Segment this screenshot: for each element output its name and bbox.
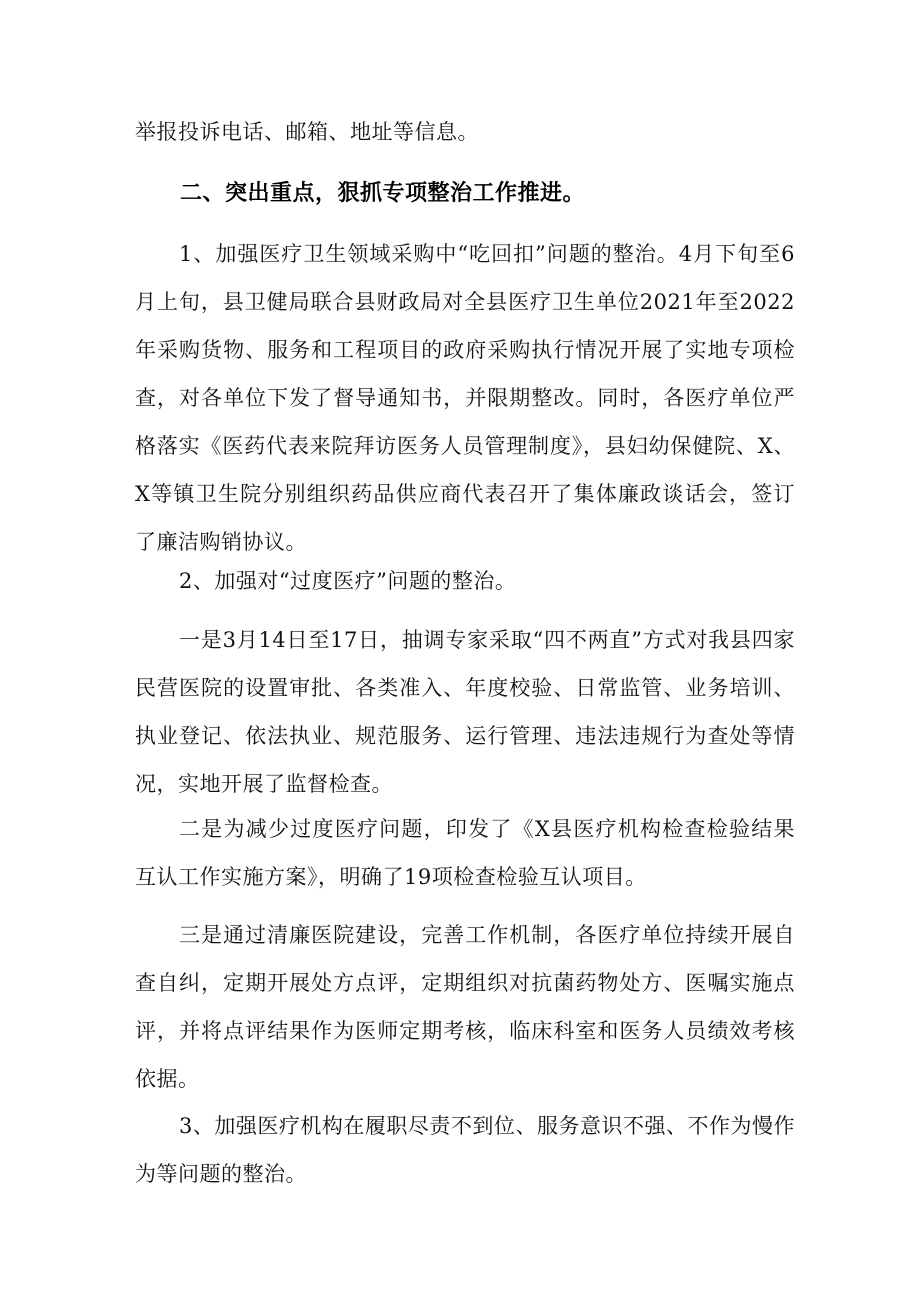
paragraph-item-3: 3、加强医疗机构在履职尽责不到位、服务意识不强、不作为慢作为等问题的整治。 — [135, 1114, 795, 1186]
paragraph-item-1: 1、加强医疗卫生领域采购中“吃回扣”问题的整治。4月下旬至6月上旬，县卫健局联合县财政局对全县医疗卫生单位2021年至2022年采购货物、服务和工程项目的政府采购执行情况开展了实地专项检查，对各单位下发了督导通知书，并限期整改。同时，各医疗单位严格落实《医药代表来院拜访医务人员管理制度》，县妇幼保健院、X、X等镇卫生院分别组织药品供应商代表召开了集体廉政谈话会，签订了廉洁购销协议。 — [135, 242, 795, 554]
paragraph-point-3: 三是通过清廉医院建设，完善工作机制，各医疗单位持续开展自查自纠，定期开展处方点评，定期组织对抗菌药物处方、医嘱实施点评，并将点评结果作为医师定期考核，临床科室和医务人员绩效考核依据。 — [135, 923, 795, 1091]
paragraph-point-1: 一是3月14日至17日，抽调专家采取“四不两直”方式对我县四家民营医院的设置审批、各类准入、年度校验、日常监管、业务培训、执业登记、依法执业、规范服务、运行管理、违法违规行为查处等情况，实地开展了监督检查。 — [135, 628, 795, 796]
paragraph-point-2: 二是为减少过度医疗问题，印发了《X县医疗机构检查检验结果互认工作实施方案》，明确了19项检查检验互认项目。 — [135, 817, 795, 889]
paragraph-item-2: 2、加强对“过度医疗”问题的整治。 — [179, 569, 517, 593]
paragraph-contact-info: 举报投诉电话、邮箱、地址等信息。 — [135, 120, 479, 144]
section-heading: 二、突出重点，狠抓专项整治工作推进。 — [180, 181, 586, 206]
